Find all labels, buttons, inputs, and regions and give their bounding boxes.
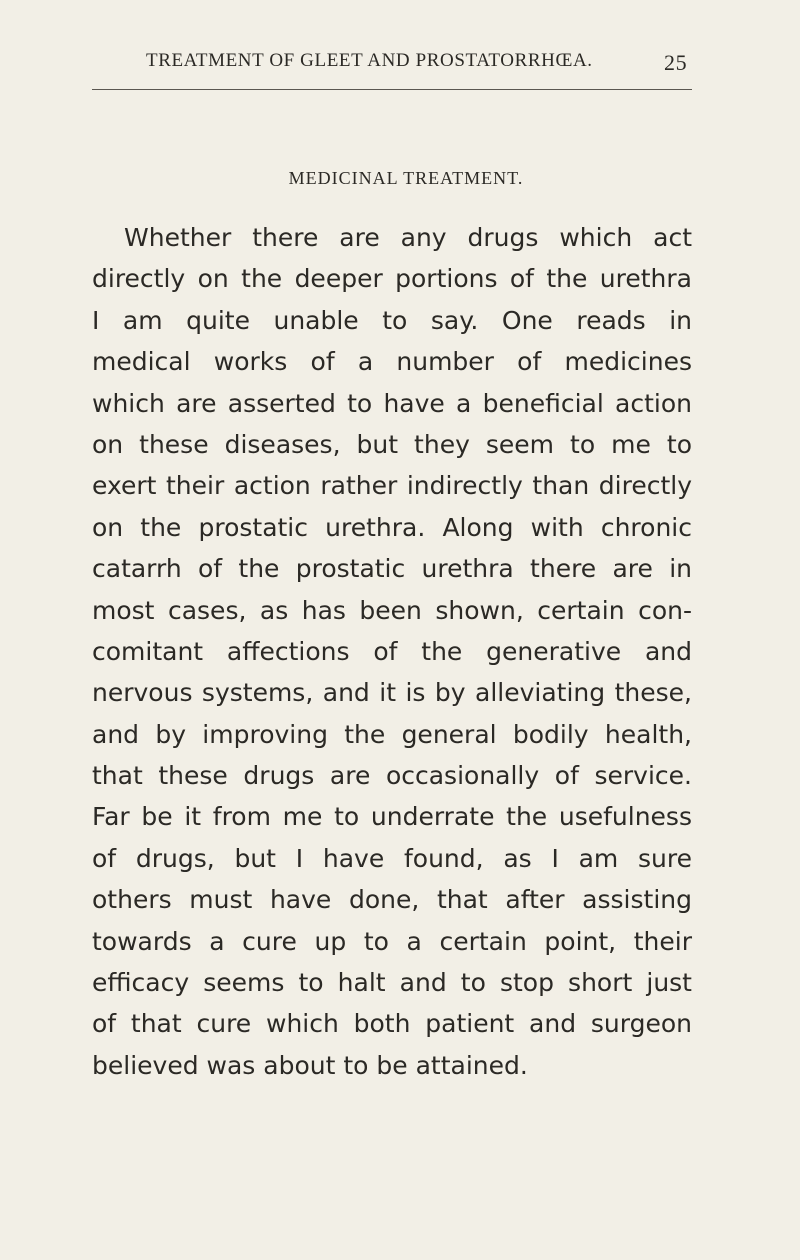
- paragraph-line: efficacy seems to halt and to stop short just: [92, 968, 692, 998]
- section-heading: [0, 168, 800, 189]
- paragraph-line: I am quite unable to say. One reads in: [92, 305, 692, 335]
- paragraph-line: nervous systems, and it is by alleviating these,: [92, 678, 692, 708]
- paragraph-line: towards a cure up to a certain point, their: [92, 926, 692, 956]
- paragraph-line: and by improving the general bodily health,: [92, 719, 692, 749]
- paragraph-line: of that cure which both patient and surgeon: [92, 1009, 692, 1039]
- paragraph-line: which are asserted to have a beneficial action: [92, 388, 692, 418]
- paragraph-line: directly on the deeper portions of the urethra: [92, 264, 692, 294]
- paragraph-line: catarrh of the prostatic urethra there are in: [92, 554, 692, 584]
- page-number: 25: [664, 50, 688, 75]
- paragraph-line: comitant affections of the generative and: [92, 636, 692, 666]
- paragraph-line: on the prostatic urethra. Along with chronic: [92, 512, 692, 542]
- running-head-title: TREATMENT OF GLEET AND PROSTATORRHŒA.: [146, 50, 593, 71]
- paragraph-line: Far be it from me to underrate the usefulness: [92, 802, 692, 832]
- paragraph-line: on these diseases, but they seem to me to: [92, 429, 692, 459]
- section-heading-text: MEDICINAL TREATMENT.: [288, 168, 524, 188]
- paragraph-line: others must have done, that after assisting: [92, 885, 692, 915]
- paragraph-line: exert their action rather indirectly than directly: [92, 471, 692, 501]
- paragraph-line: Whether there are any drugs which act: [124, 223, 692, 252]
- body-paragraph: [92, 217, 692, 1086]
- paragraph-line: that these drugs are occasionally of service.: [92, 761, 692, 791]
- paragraph-line: believed was about to be attained.: [92, 1050, 528, 1080]
- paragraph-line: medical works of a number of medicines: [92, 347, 692, 377]
- paragraph-line: most cases, as has been shown, certain con-: [92, 595, 692, 625]
- paragraph-line: of drugs, but I have found, as I am sure: [92, 843, 692, 873]
- header-rule: [92, 89, 692, 90]
